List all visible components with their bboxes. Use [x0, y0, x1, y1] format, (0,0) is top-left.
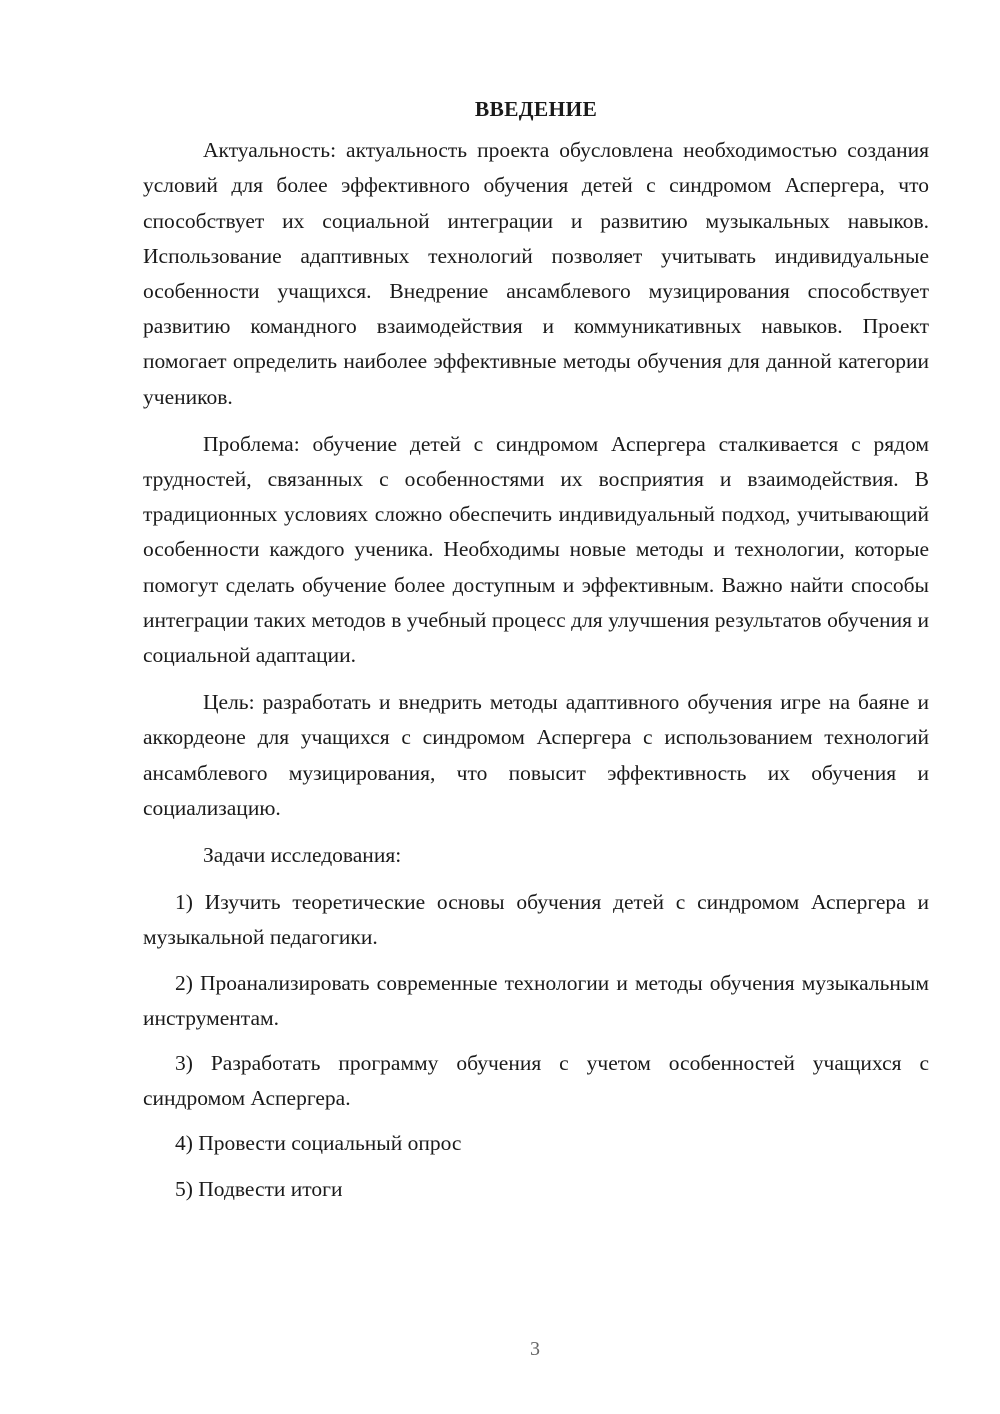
page-content [143, 92, 929, 1217]
problem-paragraph: Проблема: обучение детей с синдромом Аспергера сталкивается с рядом трудностей, связанных с особенностями их восприятия и взаимодействия. В традиционных условиях сложно обеспечить индивидуальный подход, учитывающий особенности каждого ученика. Необходимы новые методы и технологии, которые помогут сделать обучение более доступным и эффективным. Важно найти способы интеграции таких методов в учебный процесс для улучшения результатов обучения и социальной адаптации. [143, 431, 929, 668]
task-item: 2) Проанализировать современные технологии и методы обучения музыкальным инструментам. [143, 970, 929, 1030]
section-heading: ВВЕДЕНИЕ [474, 97, 598, 121]
goal-paragraph: Цель: разработать и внедрить методы адаптивного обучения игре на баяне и аккордеоне для учащихся с синдромом Аспергера с использованием технологий ансамблевого музицирования, что повысит эффективность их обучения и социализацию. [143, 690, 929, 820]
relevance-paragraph: Актуальность: актуальность проекта обусловлена необходимостью создания условий для более эффективного обучения детей с синдромом Аспергера, что способствует их социальной интеграции и развитию музыкальных навыков. Использование адаптивных технологий позволяет учитывать индивидуальные особенности учащихся. Внедрение ансамблевого музицирования способствует развитию командного взаимодействия и коммуникативных навыков. Проект помогает определить наиболее эффективные методы обучения для данной категории учеников. [143, 138, 929, 409]
task-item: 4) Провести социальный опрос [175, 1131, 462, 1156]
task-item: 1) Изучить теоретические основы обучения детей с синдромом Аспергера и музыкальной педагогики. [143, 890, 929, 950]
task-item: 3) Разработать программу обучения с учетом особенностей учащихся с синдромом Аспергера. [143, 1051, 929, 1111]
tasks-title: Задачи исследования: [203, 843, 402, 868]
task-item: 5) Подвести итоги [175, 1176, 343, 1201]
page-number: 3 [530, 1338, 540, 1360]
